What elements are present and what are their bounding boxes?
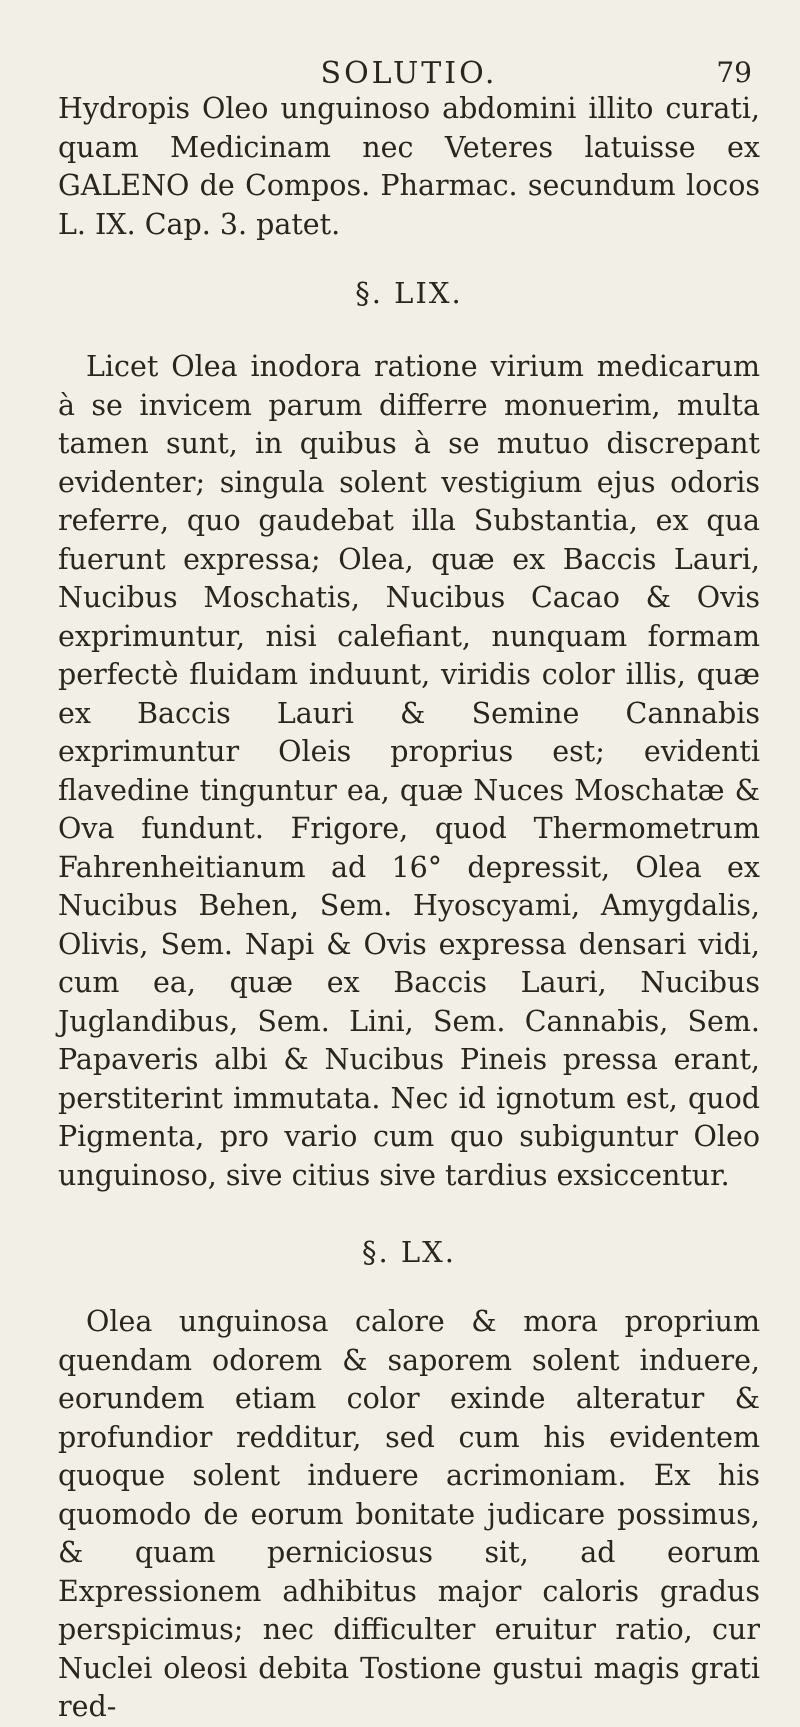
section-heading-lix: §. LIX. xyxy=(355,276,463,310)
running-head xyxy=(58,0,760,90)
running-title: SOLUTIO. xyxy=(320,56,498,91)
intro-paragraph: Hydropis Oleo unguinoso abdomini illito curati, quam Medicinam nec Veteres latuisse ex GALENO de Compos. Pharmac. secundum locos L. IX. Cap. 3. patet. xyxy=(58,92,760,241)
page-number: 79 xyxy=(716,56,752,89)
paragraph-lix: Licet Olea inodora ratione virium medicarum à se invicem parum differre monuerim, multa tamen sunt, in quibus à se mutuo discrepant evidenter; singula solent vestigium ejus odoris referre, quo gaudebat illa Substantia, ex qua fuerunt expressa; Olea, quæ ex Baccis Lauri, Nucibus Moschatis, Nucibus Cacao & Ovis exprimuntur, nisi calefiant, nunquam formam perfectè fluidam induunt, viridis color illis, quæ ex Baccis Lauri & Semine Cannabis exprimuntur Oleis proprius est; evidenti flavedine tinguntur ea, quæ Nuces Moschatæ & Ova fundunt. Frigore, quod Thermometrum Fahrenheitianum ad 16° depressit, Olea ex Nucibus Behen, Sem. Hyoscyami, Amygdalis, Olivis, Sem. Napi & Ovis expressa densari vidi, cum ea, quæ ex Baccis Lauri, Nucibus Juglandibus, Sem. Lini, Sem. Cannabis, Sem. Papaveris albi & Nucibus Pineis pressa erant, perstiterint immutata. Nec id ignotum est, quod Pigmenta, pro vario cum quo subiguntur Oleo unguinoso, sive citius sive tardius exsiccentur. xyxy=(58,350,760,1192)
paragraph-lx: Olea unguinosa calore & mora proprium quendam odorem & saporem solent induere, eorundem etiam color exinde alteratur & profundior redditur, sed cum his evidentem quoque solent induere acrimoniam. Ex his quomodo de eorum bonitate judicare possimus, & quam perniciosus sit, ad eorum Expressionem adhibitus major caloris gradus perspicimus; nec difficulter eruitur ratio, cur Nuclei oleosi debita Tostione gustui magis grati red- xyxy=(58,1305,760,1723)
section-heading-lx: §. LX. xyxy=(361,1235,457,1269)
